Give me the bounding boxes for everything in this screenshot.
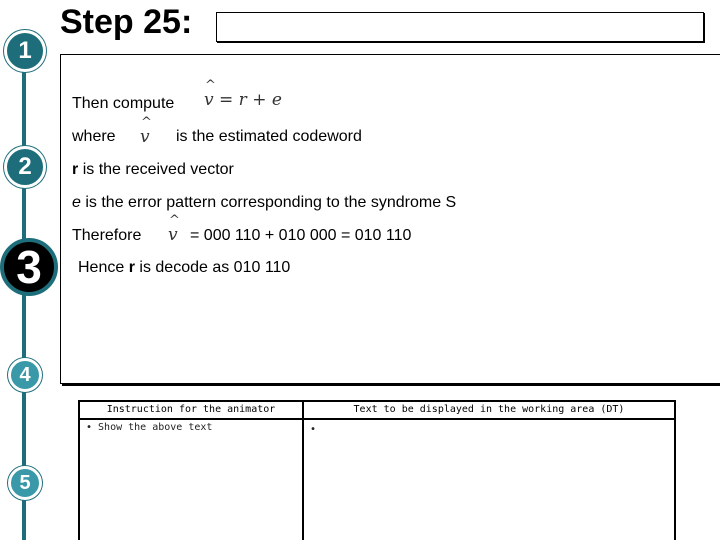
e-symbol: e (72, 194, 81, 211)
v-hat-symbol-3: ^ v (168, 225, 178, 245)
line-therefore (72, 226, 141, 246)
formula-rhs: = r + e (219, 90, 282, 110)
line-received (72, 160, 234, 180)
page-title: Step 25: (60, 3, 193, 41)
therefore-text: Therefore (72, 227, 142, 244)
therefore-v-hat (168, 225, 178, 245)
r-symbol-2: r (128, 259, 135, 276)
v-hat-symbol-2: ^ v (140, 127, 150, 147)
estimated-text: is the estimated codeword (176, 128, 362, 145)
step-node-4[interactable]: 4 (8, 358, 42, 392)
where-v-hat (140, 127, 150, 147)
header-display-text: Text to be displayed in the working area (DT) (353, 404, 625, 415)
formula-v-hat (204, 90, 282, 110)
step-node-1[interactable]: 1 (4, 30, 46, 72)
step-node-5[interactable]: 5 (8, 466, 42, 500)
header-instruction: Instruction for the animator (106, 404, 276, 415)
step-node-3-current[interactable]: 3 (0, 238, 58, 296)
received-text: is the received vector (82, 161, 234, 178)
animator-table (78, 400, 676, 540)
cell-display-text: • (310, 424, 317, 435)
line-therefore-eq (190, 226, 411, 246)
therefore-eq-text: = 000 110 + 010 000 = 010 110 (190, 227, 412, 244)
line-then-compute (72, 94, 174, 114)
error-pattern-text: is the error pattern corresponding to the syndrome S (85, 194, 457, 211)
where-text: where (72, 128, 116, 145)
line-error-pattern (72, 193, 456, 213)
cell-instruction: • Show the above text (86, 422, 213, 433)
r-symbol: r (72, 161, 79, 178)
line-estimated (176, 127, 362, 147)
line-hence (78, 258, 290, 278)
title-input-box[interactable] (216, 12, 704, 42)
hence-text: Hence (78, 259, 125, 276)
v-hat-symbol: ^ v (204, 90, 214, 110)
line-where (72, 127, 116, 147)
step-node-2[interactable]: 2 (4, 146, 46, 188)
decode-text: is decode as 010 110 (139, 259, 291, 276)
then-compute-text: Then compute (72, 95, 175, 112)
table-column-divider (302, 402, 304, 540)
